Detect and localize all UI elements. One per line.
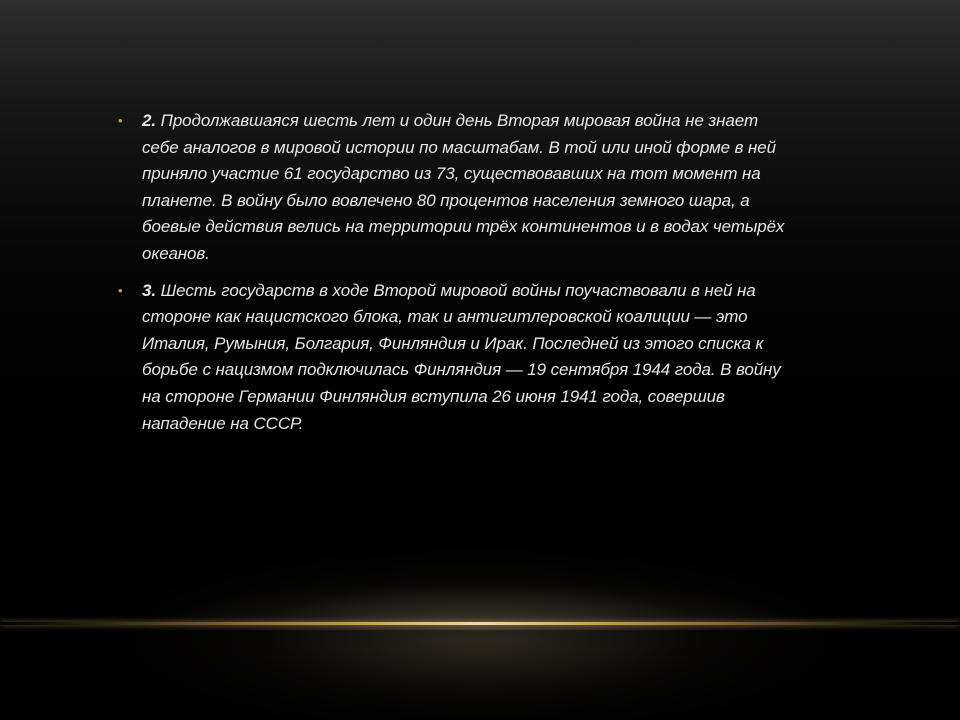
item-number: 2. <box>142 111 156 130</box>
item-number: 3. <box>142 280 156 300</box>
gold-divider-line <box>0 622 960 625</box>
slide-content <box>118 108 798 447</box>
item-text: Шесть государств в ходе Второй мировой войны поучаствовали в ней на стороне как нацистского блока, так и антигитлеровской коалиции — это Италия, Румыния, Болгария, Финляндия и Ирак. Последней из этого списка к борьбе с нацизмом подключилась Финляндия — 19 сентября 1944 года. В войну на стороне Германии Финляндия вступила 26 июня 1941 года, совершив нападение на СССР. <box>142 280 781 433</box>
bullet-item-2 <box>118 108 798 268</box>
item-text: Продолжавшаяся шесть лет и один день Вторая мировая война не знает себе аналогов в мировой истории по масштабам. В той или иной форме в ней приняло участие 61 государство из 73, существовавших на тот момент на планете. В войну было вовлечено 80 процентов населения земного шара, а боевые действия велись на территории трёх континентов и в водах четырёх океанов. <box>142 111 785 263</box>
bullet-marker: • <box>118 113 123 128</box>
bullet-marker: • <box>118 282 123 298</box>
bullet-item-3 <box>118 278 798 438</box>
floor-glow <box>0 560 960 630</box>
